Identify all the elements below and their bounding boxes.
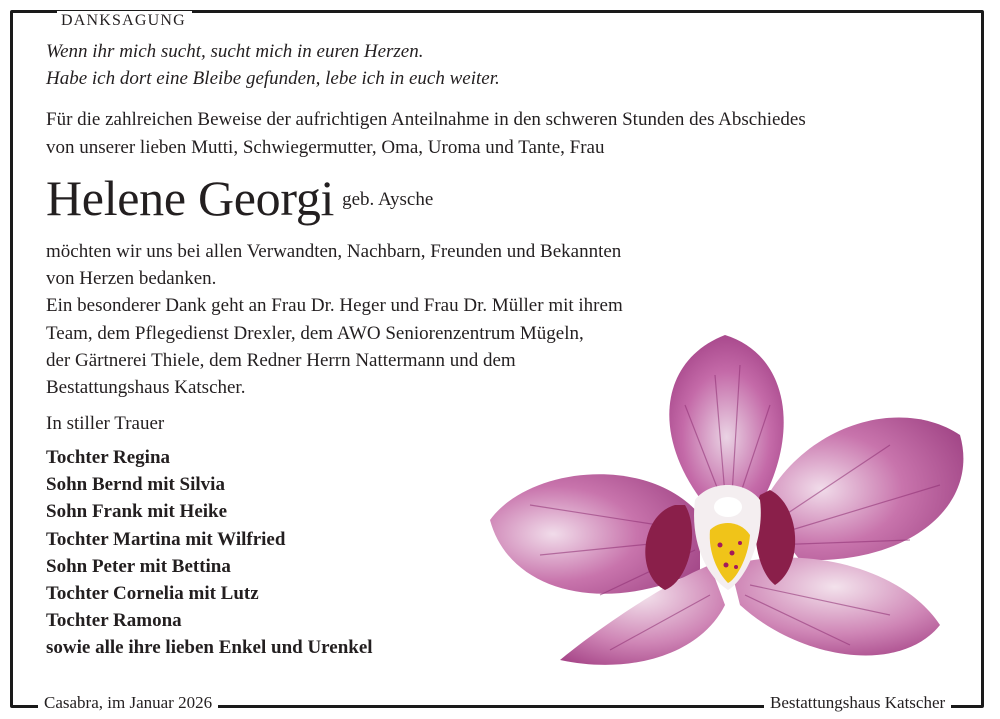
- funeral-home: Bestattungshaus Katscher: [764, 692, 951, 714]
- intro-text: [46, 106, 806, 162]
- signer: Sohn Frank mit Heike: [46, 501, 228, 523]
- motto-line: Habe ich dort eine Bleibe gefunden, lebe ich in euch weiter.: [46, 68, 500, 89]
- mourning-line: In stiller Trauer: [46, 413, 165, 434]
- deceased-name: Helene Georgi: [46, 170, 335, 226]
- signer: Tochter Ramona: [46, 610, 182, 632]
- signer: Sohn Bernd mit Silvia: [46, 474, 225, 496]
- orchid-image: [470, 315, 990, 695]
- signer: sowie alle ihre lieben Enkel und Urenkel: [46, 637, 373, 659]
- signer: Tochter Regina: [46, 447, 171, 468]
- motto-verse: [46, 38, 500, 92]
- signer: Tochter Cornelia mit Lutz: [46, 583, 259, 605]
- motto-line: Wenn ihr mich sucht, sucht mich in euren Herzen.: [46, 41, 424, 62]
- thanks-line: Team, dem Pflegedienst Drexler, dem AWO Seniorenzentrum Mügeln,: [46, 322, 584, 344]
- signers-list: [46, 444, 373, 662]
- signer: Sohn Peter mit Bettina: [46, 555, 231, 577]
- birth-name: geb. Aysche: [342, 189, 434, 210]
- intro-line: Für die zahlreichen Beweise der aufrichtigen Anteilnahme in den schweren Stunden des Abschiedes: [46, 109, 806, 130]
- signer: Tochter Martina mit Wilfried: [46, 528, 286, 550]
- thanks-line: der Gärtnerei Thiele, dem Redner Herrn Nattermann und dem: [46, 349, 516, 371]
- deceased-name-row: [46, 168, 433, 228]
- notice-label: DANKSAGUNG: [57, 11, 192, 31]
- thanks-line: Bestattungshaus Katscher.: [46, 377, 246, 399]
- thanks-line: Ein besonderer Dank geht an Frau Dr. Heger und Frau Dr. Müller mit ihrem: [46, 295, 623, 317]
- intro-line: von unserer lieben Mutti, Schwiegermutter, Oma, Uroma und Tante, Frau: [46, 137, 605, 158]
- thanks-line: möchten wir uns bei allen Verwandten, Nachbarn, Freunden und Bekannten: [46, 241, 622, 262]
- thanks-line: von Herzen bedanken.: [46, 268, 217, 290]
- place-date: Casabra, im Januar 2026: [38, 692, 218, 714]
